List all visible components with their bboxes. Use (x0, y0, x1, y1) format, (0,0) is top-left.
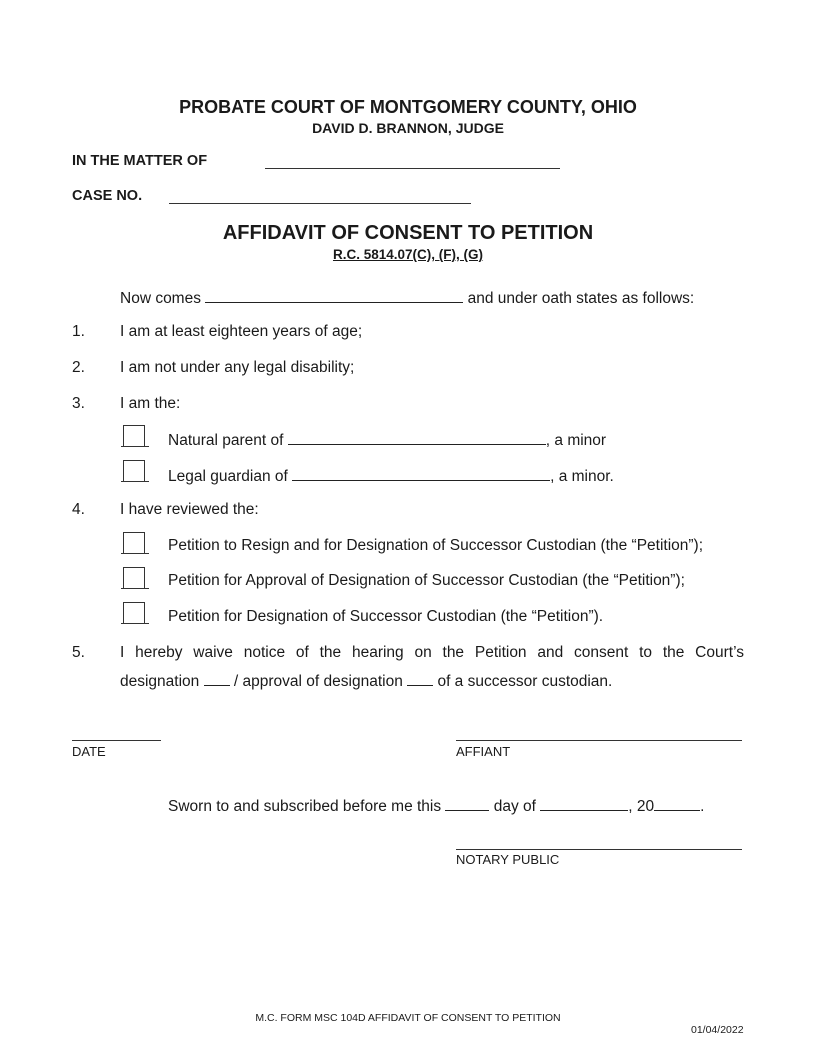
item-text-age: I am at least eighteen years of age; (120, 323, 363, 340)
petition-designation-checkbox[interactable] (123, 602, 145, 624)
affiant-signature-line[interactable] (456, 740, 742, 741)
date-label: DATE (72, 744, 106, 759)
designation-field[interactable] (204, 671, 230, 686)
sworn-month-field[interactable] (540, 796, 628, 811)
legal-guardian-line: Legal guardian of , a minor. (168, 468, 614, 485)
legal-guardian-minor-field[interactable] (292, 466, 550, 481)
intro-suffix: and under oath states as follows: (467, 290, 695, 307)
court-title: PROBATE COURT OF MONTGOMERY COUNTY, OHIO (179, 97, 637, 117)
matter-field[interactable] (265, 168, 560, 169)
affidavit-title: AFFIDAVIT OF CONSENT TO PETITION (222, 222, 594, 244)
natural-parent-checkbox[interactable] (123, 425, 145, 447)
case-label: CASE NO. (72, 188, 143, 204)
petition-approval-label: Petition for Approval of Designation of Successor Custodian (the “Petition”); (168, 572, 685, 589)
statute-reference: R.C. 5814.07(C), (F), (G) (332, 247, 484, 262)
affiant-label: AFFIANT (456, 744, 511, 759)
sworn-day-field[interactable] (445, 796, 489, 811)
petition-approval-checkbox[interactable] (123, 567, 145, 589)
intro-line (120, 288, 694, 308)
item-number: 1. (72, 323, 85, 340)
item-number: 5. (72, 644, 85, 661)
judge-name: DAVID D. BRANNON, JUDGE (312, 120, 504, 136)
item-number: 3. (72, 395, 85, 412)
matter-label: IN THE MATTER OF (72, 153, 208, 169)
legal-guardian-checkbox[interactable] (123, 460, 145, 482)
item-number: 2. (72, 359, 85, 376)
notary-signature-line[interactable] (456, 849, 742, 850)
footer-form-name: M.C. FORM MSC 104D AFFIDAVIT OF CONSENT TO PETITION (255, 1012, 561, 1024)
item-text-reviewed: I have reviewed the: (120, 501, 259, 518)
notary-label: NOTARY PUBLIC (456, 852, 560, 867)
petition-designation-label: Petition for Designation of Successor Custodian (the “Petition”). (168, 608, 604, 625)
item-text-disability: I am not under any legal disability; (120, 359, 355, 376)
affiant-name-field[interactable] (205, 288, 463, 303)
petition-resign-checkbox[interactable] (123, 532, 145, 554)
natural-parent-minor-field[interactable] (288, 430, 546, 445)
petition-resign-label: Petition to Resign and for Designation of Successor Custodian (the “Petition”); (168, 537, 704, 554)
intro-prefix: Now comes (120, 290, 201, 307)
natural-parent-line: Natural parent of , a minor (168, 432, 607, 449)
item-number: 4. (72, 501, 85, 518)
item-text-i-am-the: I am the: (120, 395, 181, 412)
sworn-year-field[interactable] (654, 796, 700, 811)
sworn-line: Sworn to and subscribed before me this day of , 20 . (168, 798, 705, 815)
approval-designation-field[interactable] (407, 671, 433, 686)
case-number-field[interactable] (169, 203, 471, 204)
item-text-waive-line2: designation / approval of designation of a successor custodian. (120, 673, 613, 690)
footer-date: 01/04/2022 (691, 1024, 744, 1036)
item-text-waive: I hereby waive notice of the hearing on the Petition and consent to the Court’s (120, 644, 744, 661)
date-signature-line[interactable] (72, 740, 161, 741)
